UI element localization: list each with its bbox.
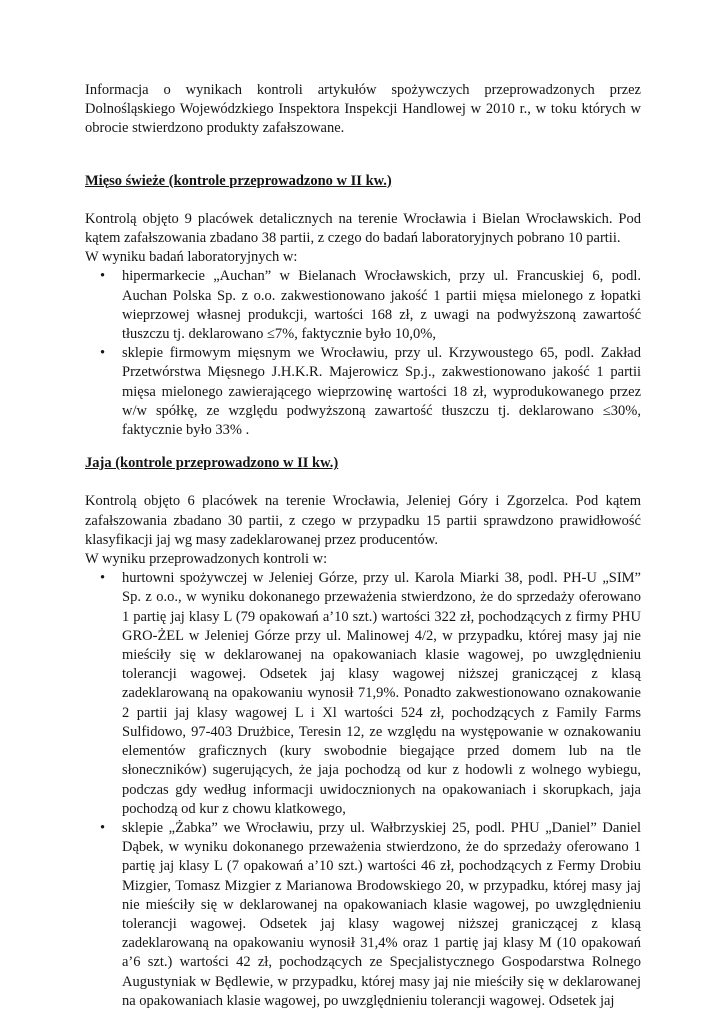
section-heading-mieso-swieze: Mięso świeże (kontrole przeprowadzono w II kw.) [85, 172, 392, 189]
intro-paragraph: Informacja o wynikach kontroli artykułów spożywczych przeprowadzonych przez Dolnośląskiego Wojewódzkiego Inspektora Inspekcji Handlowej w 2010 r., w toku których w obrocie stwierdzono produkty zafałszowane. [85, 82, 641, 137]
section-body-paragraph: Kontrolą objęto 6 placówek na terenie Wrocławia, Jeleniej Góry i Zgorzelca. Pod kątem zafałszowania zbadano 30 partii, z czego w przypadku 15 partii sprawdzono prawidłowość klasyfikacji jaj wg masy zadeklarowanej przez producentów. [85, 493, 641, 548]
list-item: • hurtowni spożywczej w Jeleniej Górze, przy ul. Karola Miarki 38, podl. PH-U „SIM” Sp. z o.o., w wyniku dokonanego przeważenia stwierdzono, że do sprzedaży oferowano 1 partię jaj klasy L (79 opakowań a’10 szt.) wartości 322 zł, pochodzących z firmy PHU GRO-ŻEL w Jeleniej Górze przy ul. Malinowej 4/2, w przypadku, której masy jaj nie mieściły się w deklarowanej na opakowaniach klasie wagowej, po uwzględnieniu tolerancji wagowej. Odsetek jaj klasy wagowej niższej graniczącej z klasą zadeklarowaną na opakowaniu wynosił 71,9%. Ponadto zakwestionowano oznakowanie 2 partii jaj klasy wagowej L i Xl wartości 524 zł, pochodzących z Family Farms Sulfidowo, 97-403 Drużbice, Teresin 12, ze względu na występowanie w oznakowaniu elementów graficznych (kury swobodnie biegające przed domem lub na tle słoneczników) sugerujących, że jaja pochodzą od kur z hodowli z wolnego wybiegu, podczas gdy według informacji uwidocznionych na opakowaniach i skorupkach, jaja pochodzą od kur z chowu klatkowego, [122, 569, 641, 819]
list-item: • sklepie firmowym mięsnym we Wrocławiu, przy ul. Krzywoustego 65, podl. Zakład Przetwórstwa Mięsnego J.H.K.R. Majerowicz Sp.j., zakwestionowano jakość 1 partii mięsa mielonego zawierającego wieprzowinę wartości 18 zł, wyprodukowanego przez w/w spółkę, ze względu podwyższoną zawartość tłuszczu tj. deklarowano ≤30%, faktycznie było 33% . [122, 344, 641, 440]
section-mieso-swieze [85, 172, 641, 441]
section-lead-line: W wyniku badań laboratoryjnych w: [85, 249, 298, 266]
section-heading-jaja: Jaja (kontrole przeprowadzono w II kw.) [85, 455, 339, 472]
list-item: • hipermarkecie „Auchan” w Bielanach Wrocławskich, przy ul. Francuskiej 6, podl. Auchan Polska Sp. z o.o. zakwestionowano jakość 1 partii mięsa mielonego z łopatki wieprzowej własnej produkcji, wartości 168 zł, z uwagi na podwyższoną zawartość tłuszczu tj. deklarowano ≤7%, faktycznie było 10,0%, [122, 267, 641, 344]
bullet-list-jaja [85, 569, 641, 1011]
section-lead-line: W wyniku przeprowadzonych kontroli w: [85, 551, 328, 568]
list-item: • sklepie „Żabka” we Wrocławiu, przy ul. Wałbrzyskiej 25, podl. PHU „Daniel” Daniel Dąbek, w wyniku dokonanego przeważenia stwierdzono, że do sprzedaży oferowano 1 partię jaj klasy L (7 opakowań a’10 szt.) wartości 46 zł, pochodzących z Fermy Drobiu Mizgier, Tomasz Mizgier z Marianowa Brodowskiego 20, w przypadku, której masy jaj nie mieściły się w deklarowanej na opakowaniach klasie wagowej, po uwzględnieniu tolerancji wagowej. Odsetek jaj klasy wagowej niższej graniczącej z klasą zadeklarowaną na opakowaniu wynosił 31,4% oraz 1 partię jaj klasy M (10 opakowań a’6 szt.) wartości 42 zł, pochodzących ze Specjalistycznego Gospodarstwa Rolnego Augustyniak w Będlewie, w przypadku, której masy jaj nie mieściły się w deklarowanej na opakowaniach klasie wagowej, po uwzględnieniu tolerancji wagowej. Odsetek jaj [122, 819, 641, 1011]
section-jaja [85, 454, 641, 1011]
section-body-paragraph: Kontrolą objęto 9 placówek detalicznych na terenie Wrocławia i Bielan Wrocławskich. Pod kątem zafałszowania zbadano 38 partii, z czego do badań laboratoryjnych pobrano 10 partii. [85, 210, 641, 247]
document-page [85, 81, 641, 1011]
bullet-list-mieso [85, 267, 641, 440]
